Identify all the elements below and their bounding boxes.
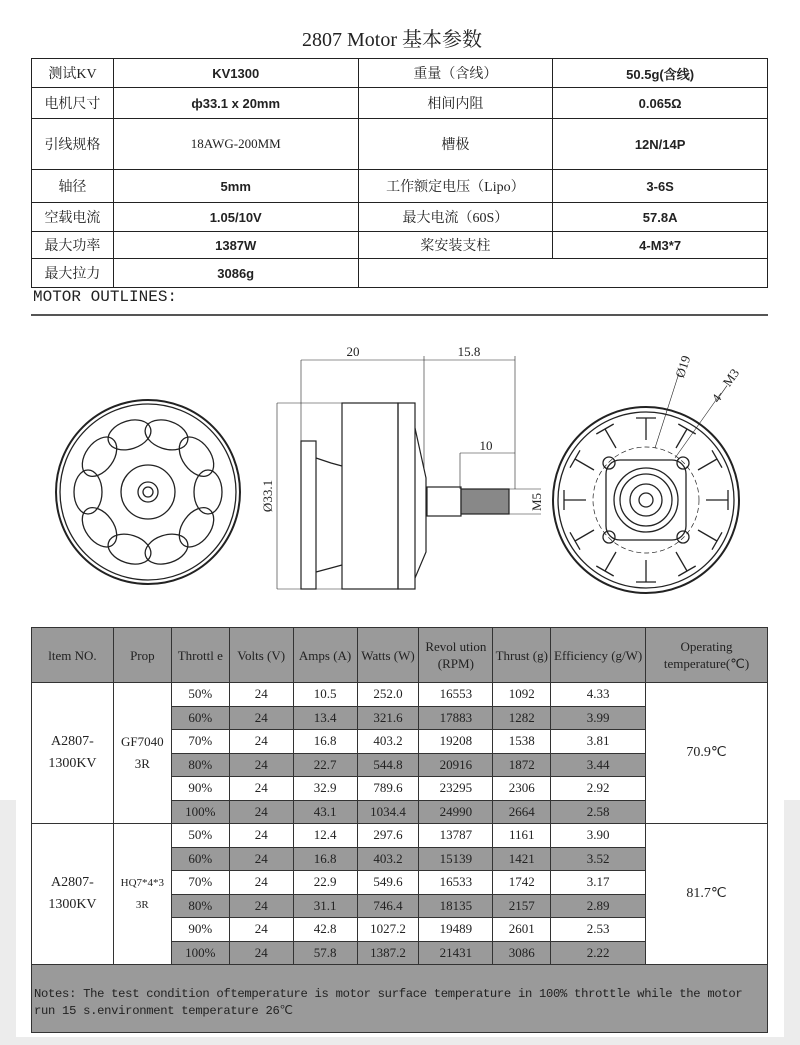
spec-value: 1.05/10V <box>113 203 358 232</box>
spec-label: 重量（含线） <box>358 59 553 88</box>
data-cell: 24 <box>229 918 293 942</box>
data-cell: 1027.2 <box>357 918 419 942</box>
data-cell: 24 <box>229 871 293 895</box>
data-cell: 3.44 <box>551 753 646 777</box>
data-cell: 90% <box>171 777 229 801</box>
data-cell: 1161 <box>493 824 551 848</box>
data-cell: 20916 <box>419 753 493 777</box>
data-cell: 252.0 <box>357 683 419 707</box>
rear-view-stator-icon <box>553 373 739 593</box>
data-cell: 16533 <box>419 871 493 895</box>
data-cell: 549.6 <box>357 871 419 895</box>
spec-label: 工作额定电压（Lipo） <box>358 170 553 203</box>
data-cell: 22.7 <box>293 753 357 777</box>
spec-label: 最大电流（60S） <box>358 203 553 232</box>
data-cell: 13787 <box>419 824 493 848</box>
spec-label: 最大拉力 <box>32 259 114 288</box>
spec-label: 槽极 <box>358 119 553 170</box>
spec-label: 轴径 <box>32 170 114 203</box>
data-cell: 100% <box>171 800 229 824</box>
dim-shaft-thread: M5 <box>529 492 544 512</box>
data-cell: 544.8 <box>357 753 419 777</box>
prop-cell: GF7040 3R <box>113 683 171 824</box>
dim-diameter: Ø33.1 <box>260 479 275 513</box>
data-cell: 13.4 <box>293 706 357 730</box>
data-cell: 23295 <box>419 777 493 801</box>
data-cell: 32.9 <box>293 777 357 801</box>
column-header: Operating temperature(℃) <box>646 628 768 683</box>
data-cell: 60% <box>171 847 229 871</box>
spec-value: 0.065Ω <box>553 88 768 119</box>
data-cell: 3.99 <box>551 706 646 730</box>
spec-value: 4-M3*7 <box>553 232 768 259</box>
side-view-icon <box>277 356 541 589</box>
table-row <box>32 824 768 848</box>
data-cell: 16553 <box>419 683 493 707</box>
spec-label: 电机尺寸 <box>32 88 114 119</box>
data-cell: 70% <box>171 871 229 895</box>
data-cell: 321.6 <box>357 706 419 730</box>
dim-length: 20 <box>346 344 360 359</box>
data-cell: 297.6 <box>357 824 419 848</box>
data-cell: 80% <box>171 753 229 777</box>
data-cell: 21431 <box>419 941 493 965</box>
data-cell: 2.92 <box>551 777 646 801</box>
data-cell: 3086 <box>493 941 551 965</box>
column-header: Volts (V) <box>229 628 293 683</box>
data-cell: 789.6 <box>357 777 419 801</box>
data-cell: 16.8 <box>293 847 357 871</box>
spec-label: 测试KV <box>32 59 114 88</box>
spec-label: 最大功率 <box>32 232 114 259</box>
motor-outline-drawing <box>31 318 768 623</box>
data-cell: 10.5 <box>293 683 357 707</box>
column-header: Amps (A) <box>293 628 357 683</box>
spec-label: 桨安装支柱 <box>358 232 553 259</box>
column-header: Watts (W) <box>357 628 419 683</box>
divider <box>31 314 768 316</box>
spec-value: 3-6S <box>553 170 768 203</box>
data-cell: 1092 <box>493 683 551 707</box>
column-header: Throttl e <box>171 628 229 683</box>
item-cell: A2807- 1300KV <box>32 824 114 965</box>
prop-cell: HQ7*4*3 3R <box>113 824 171 965</box>
performance-table <box>31 627 768 965</box>
data-cell: 24 <box>229 706 293 730</box>
data-cell: 57.8 <box>293 941 357 965</box>
data-cell: 4.33 <box>551 683 646 707</box>
data-cell: 3.17 <box>551 871 646 895</box>
column-header: Revol ution (RPM) <box>419 628 493 683</box>
test-notes: Notes: The test condition oftemperature is motor surface temperature in 100% throttle while the motor run 15 s.environment temperature 26℃ <box>31 964 768 1033</box>
data-cell: 50% <box>171 824 229 848</box>
data-cell: 3.52 <box>551 847 646 871</box>
spec-value: 57.8A <box>553 203 768 232</box>
data-cell: 15139 <box>419 847 493 871</box>
data-cell: 24 <box>229 683 293 707</box>
data-cell: 90% <box>171 918 229 942</box>
data-cell: 70% <box>171 730 229 754</box>
outlines-title: MOTOR OUTLINES: <box>33 288 178 306</box>
column-header: ltem NO. <box>32 628 114 683</box>
data-cell: 100% <box>171 941 229 965</box>
data-cell: 2.22 <box>551 941 646 965</box>
data-cell: 1034.4 <box>357 800 419 824</box>
item-cell: A2807- 1300KV <box>32 683 114 824</box>
dim-shaft: 15.8 <box>457 344 481 359</box>
data-cell: 24 <box>229 753 293 777</box>
spec-row <box>32 232 768 259</box>
data-cell: 2.89 <box>551 894 646 918</box>
page-title: 2807 Motor 基本参数 <box>302 29 482 51</box>
data-cell: 403.2 <box>357 847 419 871</box>
spec-row <box>32 259 768 288</box>
spec-row <box>32 119 768 170</box>
data-cell: 22.9 <box>293 871 357 895</box>
data-cell: 24990 <box>419 800 493 824</box>
data-cell: 24 <box>229 941 293 965</box>
front-view-bell-icon <box>56 400 240 584</box>
data-cell: 60% <box>171 706 229 730</box>
data-cell: 3.81 <box>551 730 646 754</box>
data-cell: 24 <box>229 800 293 824</box>
spec-row <box>32 203 768 232</box>
data-cell: 2.53 <box>551 918 646 942</box>
data-cell: 50% <box>171 683 229 707</box>
spec-label: 空载电流 <box>32 203 114 232</box>
data-cell: 1742 <box>493 871 551 895</box>
data-cell: 16.8 <box>293 730 357 754</box>
data-cell: 2601 <box>493 918 551 942</box>
data-cell: 1538 <box>493 730 551 754</box>
data-cell: 2664 <box>493 800 551 824</box>
spec-row <box>32 170 768 203</box>
data-cell: 746.4 <box>357 894 419 918</box>
data-cell: 1282 <box>493 706 551 730</box>
column-header: Thrust (g) <box>493 628 551 683</box>
data-cell: 24 <box>229 730 293 754</box>
data-cell: 2.58 <box>551 800 646 824</box>
dim-bolt-circle: Ø19 <box>672 353 694 380</box>
spec-value: 12N/14P <box>553 119 768 170</box>
temperature-cell: 81.7℃ <box>646 824 768 965</box>
data-cell: 24 <box>229 777 293 801</box>
data-cell: 1387.2 <box>357 941 419 965</box>
data-cell: 12.4 <box>293 824 357 848</box>
dim-holes: 4—M3 <box>708 365 743 406</box>
data-cell: 1872 <box>493 753 551 777</box>
spec-label: 相间内阻 <box>358 88 553 119</box>
spec-value: 1387W <box>113 232 358 259</box>
data-cell: 403.2 <box>357 730 419 754</box>
spec-row <box>32 88 768 119</box>
data-cell: 1421 <box>493 847 551 871</box>
spec-row <box>32 59 768 88</box>
dim-thread: 10 <box>479 438 493 453</box>
data-cell: 24 <box>229 824 293 848</box>
data-cell: 3.90 <box>551 824 646 848</box>
spec-label: 引线规格 <box>32 119 114 170</box>
data-cell: 2306 <box>493 777 551 801</box>
column-header: Efficiency (g/W) <box>551 628 646 683</box>
data-cell: 31.1 <box>293 894 357 918</box>
spec-value: 5mm <box>113 170 358 203</box>
data-cell: 24 <box>229 894 293 918</box>
spec-value: 3086g <box>113 259 358 288</box>
spec-value: ф33.1 x 20mm <box>113 88 358 119</box>
column-header: Prop <box>113 628 171 683</box>
spec-value: 50.5g(含线) <box>553 59 768 88</box>
data-cell: 19489 <box>419 918 493 942</box>
data-cell: 42.8 <box>293 918 357 942</box>
data-cell: 19208 <box>419 730 493 754</box>
spec-value: KV1300 <box>113 59 358 88</box>
data-cell: 17883 <box>419 706 493 730</box>
data-cell: 18135 <box>419 894 493 918</box>
data-cell: 80% <box>171 894 229 918</box>
data-cell: 24 <box>229 847 293 871</box>
spec-empty <box>358 259 767 288</box>
temperature-cell: 70.9℃ <box>646 683 768 824</box>
spec-table <box>31 58 768 288</box>
table-row <box>32 683 768 707</box>
spec-value: 18AWG-200MM <box>113 119 358 170</box>
data-cell: 43.1 <box>293 800 357 824</box>
data-cell: 2157 <box>493 894 551 918</box>
